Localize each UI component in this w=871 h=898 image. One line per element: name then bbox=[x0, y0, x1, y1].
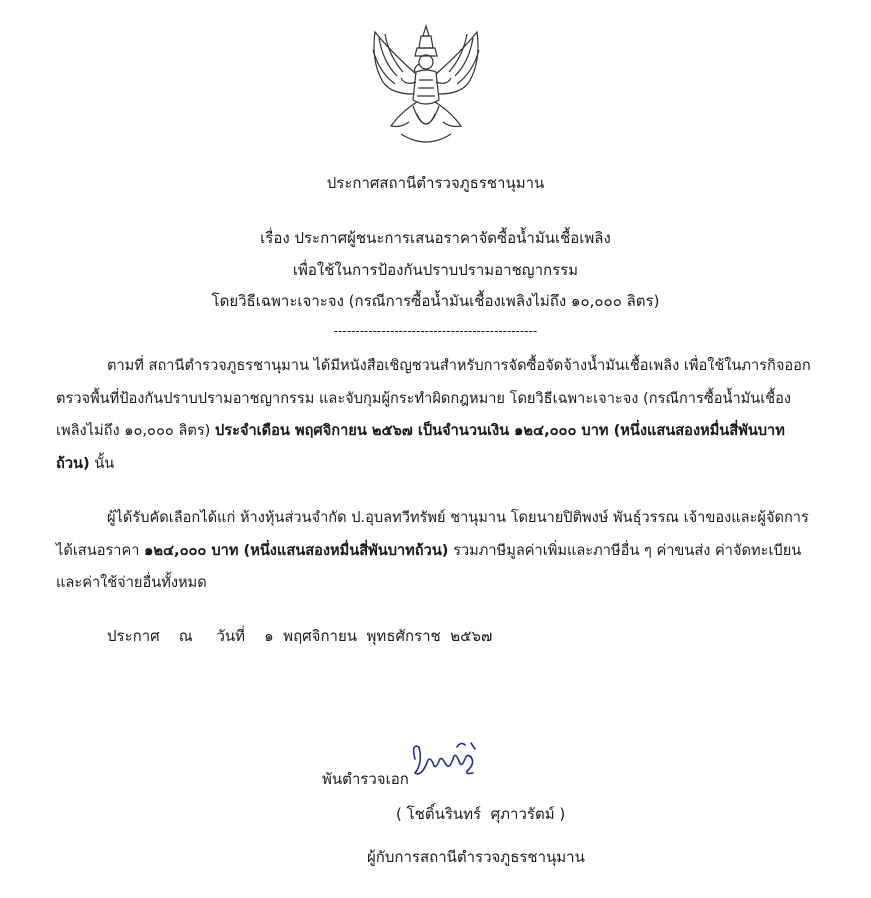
paragraph-winner-bold: ๑๒๔,๐๐๐ บาท (หนึ่งแสนสองหมื่นสี่พันบาทถ้วน) bbox=[144, 541, 449, 559]
paragraph-invitation-text: ตามที่ สถานีตำรวจภูธรชานุมาน ได้มีหนังสือเชิญชวนสำหรับการจัดซื้อจัดจ้างน้ำมันเชื้อเพลิง เพื่อใช้ในภารกิจออกตรวจพื้นที่ป้องกันปราบปรามอาชญากรรม และจับกุมผู้กระทำผิดกฎหมาย โดยวิธีเฉพาะเจาะจง (กรณีการซื้อน้ำมันเชื้องเพลิงไม่ถึง ๑๐,๐๐๐ ลิตร) bbox=[56, 357, 811, 439]
signer-position: ผู้กับการสถานีตำรวจภูธรชานุมาน bbox=[367, 848, 585, 866]
paragraph-winner-tail: รวมภาษีมูลค่าเพิ่มและภาษีอื่น ๆ ค่าขนส่ง ค่าจัดทะเบียนและค่าใช้จ่ายอื่นทั้งหมด bbox=[56, 541, 802, 591]
paragraph-invitation-bold: ประจำเดือน พฤศจิกายน ๒๕๖๗ เป็นจำนวนเงิน ๑๒๔,๐๐๐ บาท (หนึ่งแสนสองหมื่นสี่พันบาทถ้วน) bbox=[56, 422, 785, 472]
handwritten-signature bbox=[405, 733, 485, 783]
paragraph-winner-text: ผู้ได้รับคัดเลือกได้แก่ ห้างหุ้นส่วนจำกัด ป.อุบลทวีทรัพย์ ชานุมาน โดยนายปิติพงษ์ พันธุ์วรรณ เจ้าของและผู้จัดการ ได้เสนอราคา bbox=[56, 509, 809, 559]
subject-line-2: เพื่อใช้ในการป้องกันปราบปรามอาชญากรรม bbox=[292, 261, 579, 279]
signer-rank: พันตำรวจเอก bbox=[322, 770, 409, 788]
subject-line-3: โดยวิธีเฉพาะเจาะจง (กรณีการซื้อน้ำมันเชื้องเพลิงไม่ถึง ๑๐,๐๐๐ ลิตร) bbox=[211, 292, 660, 310]
paragraph-invitation-tail: นั้น bbox=[89, 454, 115, 472]
announce-date: ประกาศ ณ วันที่ ๑ พฤศจิกายน พุทธศักราช ๒๕๖๗ bbox=[107, 627, 493, 645]
separator-line: ----------------------------------------------- bbox=[333, 324, 538, 338]
signer-name: ( โชติ์นรินทร์ ศุภาวรัตม์ ) bbox=[396, 805, 566, 823]
garuda-emblem bbox=[361, 22, 491, 150]
subject-line-1: เรื่อง ประกาศผู้ชนะการเสนอราคาจัดซื้อน้ำมันเชื้อเพลิง bbox=[260, 229, 611, 247]
paragraph-winner bbox=[56, 502, 816, 600]
paragraph-invitation bbox=[56, 350, 816, 480]
announcement-title: ประกาศสถานีตำรวจภูธรชานุมาน bbox=[326, 174, 545, 192]
